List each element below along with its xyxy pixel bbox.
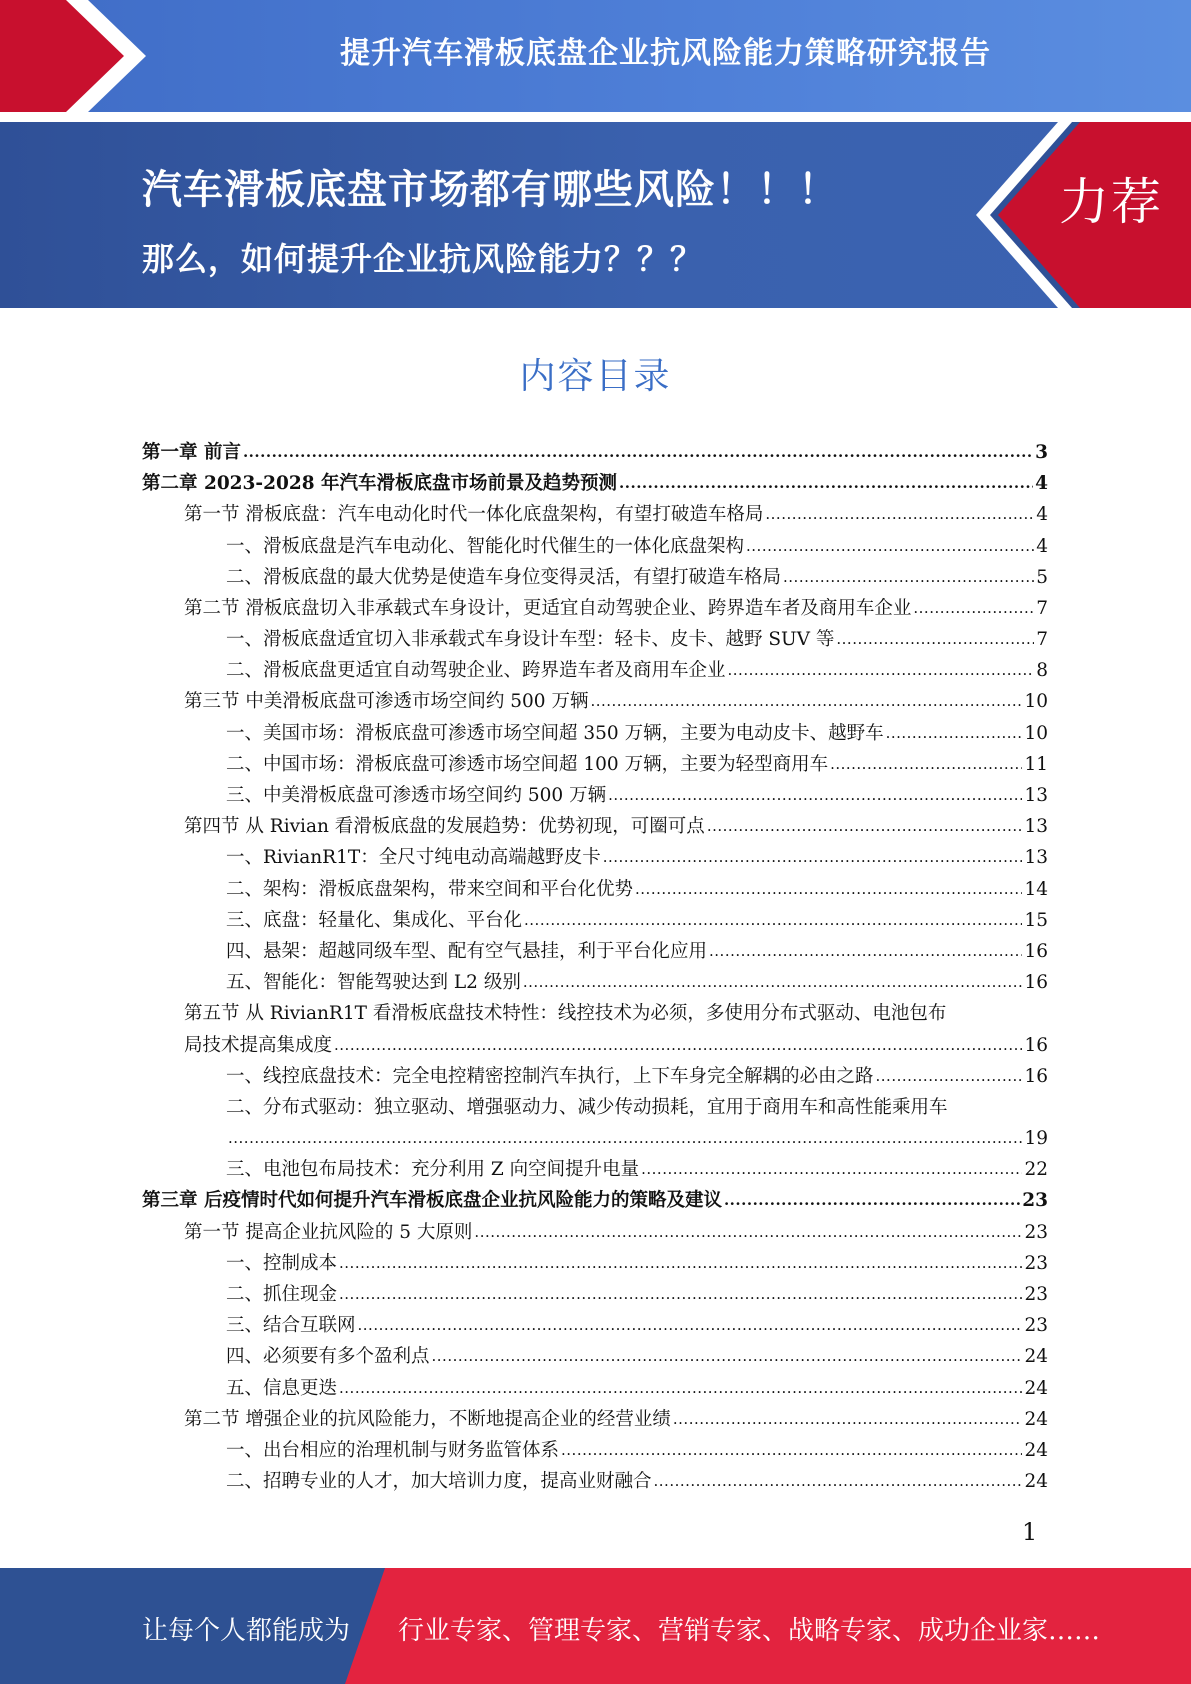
footer-banner: [0, 1568, 1191, 1684]
toc-entry-text: 四、必须要有多个盈利点: [226, 1346, 430, 1368]
toc-entry-text: 第五节 从 RivianR1T 看滑板底盘技术特性：线控技术为必须，多使用分布式驱动、电池包布: [184, 1003, 947, 1025]
toc-entry-text: 五、智能化：智能驾驶达到 L2 级别: [226, 972, 521, 994]
toc-leader-dots: [561, 1435, 1022, 1466]
hero-headline: 汽车滑板底盘市场都有哪些风险！！！: [142, 167, 839, 213]
toc-leader-dots: [783, 562, 1034, 593]
toc-title: 内容目录: [519, 356, 672, 397]
toc-entry-text: 一、出台相应的治理机制与财务监管体系: [226, 1439, 560, 1461]
toc-leader-dots: [765, 499, 1034, 530]
toc-entry-continuation[interactable]: [142, 1030, 1048, 1061]
toc-leader-dots: [339, 1248, 1022, 1279]
toc-entry-text: 三、中美滑板底盘可渗透市场空间约 500 万辆: [226, 785, 607, 807]
toc-leader-dots: [603, 842, 1023, 873]
toc-entry-text: 四、悬架：超越同级车型、配有空气悬挂，利于平台化应用: [226, 940, 708, 962]
toc-leader-dots: [619, 468, 1033, 499]
footer-slogan-left: 让每个人都能成为: [142, 1616, 351, 1646]
top-banner: [0, 0, 1191, 112]
footer-slogan-right: 行业专家、管理专家、营销专家、战略专家、成功企业家……: [398, 1616, 1101, 1646]
toc-leader-dots: [590, 686, 1022, 717]
toc-page-number: 16: [1024, 972, 1048, 994]
toc-page-number: 24: [1024, 1471, 1048, 1493]
red-chevron-decoration: [0, 0, 160, 112]
toc-page-number: 24: [1024, 1439, 1048, 1461]
toc-entry-text: 第三节 中美滑板底盘可渗透市场空间约 500 万辆: [184, 691, 589, 713]
toc-entry[interactable]: [142, 1154, 1048, 1185]
toc-entry[interactable]: [142, 687, 1048, 718]
toc-page-number: 7: [1036, 597, 1048, 619]
toc-page-number: 7: [1036, 629, 1048, 651]
toc-entry-text: 第二章 2023-2028 年汽车滑板底盘市场前景及趋势预测: [142, 473, 618, 495]
toc-entry-text: 二、中国市场：滑板底盘可渗透市场空间超 100 万辆，主要为轻型商用车: [226, 753, 829, 775]
toc-entry-text: 一、线控底盘技术：完全电控精密控制汽车执行，上下车身完全解耦的必由之路: [226, 1065, 874, 1087]
toc-entry[interactable]: [142, 499, 1048, 530]
toc-page-number: 23: [1024, 1315, 1048, 1337]
toc-entry-continuation[interactable]: [142, 1123, 1048, 1154]
toc-entry-text: 一、RivianR1T：全尺寸纯电动高端越野皮卡: [226, 847, 601, 869]
toc-leader-dots: [709, 936, 1022, 967]
toc-entry[interactable]: [142, 1435, 1048, 1466]
toc-entry-text: 二、招聘专业的人才，加大培训力度，提高业财融合: [226, 1471, 652, 1493]
toc-entry[interactable]: [142, 842, 1048, 873]
report-title: 提升汽车滑板底盘企业抗风险能力策略研究报告: [340, 36, 991, 71]
toc-entry[interactable]: [142, 749, 1048, 780]
toc-entry[interactable]: [142, 905, 1048, 936]
toc-leader-dots: [358, 1310, 1023, 1341]
toc-entry[interactable]: [142, 1217, 1048, 1248]
toc-entry-text-continued: 局技术提高集成度: [184, 1034, 333, 1056]
toc-page-number: 13: [1024, 816, 1048, 838]
toc-entry-text: 三、底盘：轻量化、集成化、平台化: [226, 909, 523, 931]
toc-page-number: 23: [1024, 1221, 1048, 1243]
toc-leader-dots: [746, 531, 1034, 562]
toc-page-number: 11: [1024, 753, 1048, 775]
toc-leader-dots: [641, 1154, 1022, 1185]
toc-page-number: 8: [1036, 660, 1048, 682]
toc-leader-dots: [913, 593, 1034, 624]
toc-page-number: 3: [1035, 441, 1048, 463]
toc-page-number: 22: [1024, 1159, 1048, 1181]
toc-leader-dots: [673, 1404, 1023, 1435]
toc-entry[interactable]: [142, 1061, 1048, 1092]
toc-page-number: 4: [1035, 473, 1048, 495]
toc-leader-dots: [724, 1185, 1020, 1216]
toc-page-number: 23: [1022, 1190, 1048, 1212]
toc-entry[interactable]: [142, 811, 1048, 842]
divider: [0, 112, 1191, 122]
toc-leader-dots: [635, 874, 1022, 905]
toc-entry[interactable]: [142, 874, 1048, 905]
toc-page-number: 4: [1036, 504, 1048, 526]
toc-page-number: 24: [1024, 1377, 1048, 1399]
toc-entry-text: 第三章 后疫情时代如何提升汽车滑板底盘企业抗风险能力的策略及建议: [142, 1190, 722, 1212]
toc-leader-dots: [876, 1061, 1023, 1092]
toc-page-number: 16: [1024, 1034, 1048, 1056]
toc-entry-text: 一、滑板底盘是汽车电动化、智能化时代催生的一体化底盘架构: [226, 535, 745, 557]
toc-entry-text: 第一章 前言: [142, 441, 241, 463]
page-number: 1: [1022, 1518, 1038, 1546]
toc-entry[interactable]: [142, 655, 1048, 686]
table-of-contents: [142, 437, 1048, 1497]
toc-entry[interactable]: [142, 1186, 1048, 1217]
toc-entry-text: 第一节 滑板底盘：汽车电动化时代一体化底盘架构，有望打破造车格局: [184, 504, 764, 526]
toc-page-number: 23: [1024, 1252, 1048, 1274]
toc-entry[interactable]: [142, 1341, 1048, 1372]
toc-page-number: 13: [1024, 785, 1048, 807]
toc-leader-dots: [432, 1341, 1023, 1372]
toc-page-number: 4: [1036, 535, 1048, 557]
toc-leader-dots: [886, 718, 1023, 749]
toc-entry-text: 一、控制成本: [226, 1252, 338, 1274]
toc-leader-dots: [523, 967, 1023, 998]
toc-entry-text: 五、信息更迭: [226, 1377, 338, 1399]
toc-entry-text: 二、抓住现金: [226, 1284, 338, 1306]
toc-page-number: 19: [1024, 1128, 1048, 1150]
toc-page-number: 23: [1024, 1284, 1048, 1306]
toc-page-number: 10: [1024, 691, 1048, 713]
toc-entry[interactable]: [142, 1279, 1048, 1310]
toc-entry[interactable]: [142, 998, 1048, 1029]
toc-entry-text: 一、滑板底盘适宜切入非承载式车身设计车型：轻卡、皮卡、越野 SUV 等: [226, 629, 835, 651]
toc-entry[interactable]: [142, 1373, 1048, 1404]
toc-leader-dots: [339, 1373, 1022, 1404]
toc-page-number: 13: [1024, 847, 1048, 869]
hero-banner: [0, 122, 1191, 308]
toc-page-number: 10: [1024, 722, 1048, 744]
toc-entry-text: 第二节 滑板底盘切入非承载式车身设计，更适宜自动驾驶企业、跨界造车者及商用车企业: [184, 597, 912, 619]
toc-leader-dots: [728, 655, 1035, 686]
toc-leader-dots: [654, 1466, 1023, 1497]
toc-leader-dots: [243, 437, 1033, 468]
toc-entry-text: 三、结合互联网: [226, 1315, 356, 1337]
toc-leader-dots: [474, 1217, 1022, 1248]
toc-entry[interactable]: [142, 718, 1048, 749]
toc-page-number: 14: [1024, 878, 1048, 900]
toc-entry[interactable]: [142, 562, 1048, 593]
toc-entry[interactable]: [142, 967, 1048, 998]
toc-entry-text: 二、架构：滑板底盘架构，带来空间和平台化优势: [226, 878, 634, 900]
toc-entry-text: 第四节 从 Rivian 看滑板底盘的发展趋势：优势初现，可圈可点: [184, 816, 705, 838]
toc-page-number: 24: [1024, 1346, 1048, 1368]
toc-page-number: 16: [1024, 1065, 1048, 1087]
toc-entry[interactable]: [142, 1310, 1048, 1341]
toc-leader-dots: [836, 624, 1034, 655]
toc-entry[interactable]: [142, 531, 1048, 562]
toc-page-number: 5: [1036, 566, 1048, 588]
toc-leader-dots: [707, 811, 1023, 842]
toc-leader-dots: [334, 1030, 1022, 1061]
recommend-tag: 力荐: [1059, 173, 1163, 231]
toc-entry[interactable]: [142, 1404, 1048, 1435]
toc-entry[interactable]: [142, 624, 1048, 655]
toc-entry[interactable]: [142, 1092, 1048, 1123]
toc-entry-text: 第一节 提高企业抗风险的 5 大原则: [184, 1221, 473, 1243]
toc-leader-dots: [339, 1279, 1022, 1310]
toc-entry-text: 一、美国市场：滑板底盘可渗透市场空间超 350 万辆，主要为电动皮卡、越野车: [226, 722, 884, 744]
toc-entry-text: 三、电池包布局技术：充分利用 Z 向空间提升电量: [226, 1159, 640, 1181]
toc-entry[interactable]: [142, 1248, 1048, 1279]
toc-page-number: 16: [1024, 940, 1048, 962]
toc-leader-dots: [608, 780, 1022, 811]
toc-entry-text: 二、滑板底盘更适宜自动驾驶企业、跨界造车者及商用车企业: [226, 660, 726, 682]
toc-entry[interactable]: [142, 1466, 1048, 1497]
toc-entry[interactable]: [142, 468, 1048, 499]
toc-entry[interactable]: [142, 936, 1048, 967]
toc-leader-dots: [524, 905, 1022, 936]
toc-entry[interactable]: [142, 593, 1048, 624]
toc-entry[interactable]: [142, 437, 1048, 468]
hero-subheadline: 那么，如何提升企业抗风险能力？？？: [142, 240, 704, 278]
toc-entry-text: 二、分布式驱动：独立驱动、增强驱动力、减少传动损耗，宜用于商用车和高性能乘用车: [226, 1096, 948, 1118]
toc-entry-text: 第二节 增强企业的抗风险能力，不断地提高企业的经营业绩: [184, 1408, 671, 1430]
toc-entry-text: 二、滑板底盘的最大优势是使造车身位变得灵活，有望打破造车格局: [226, 566, 782, 588]
toc-page-number: 15: [1024, 909, 1048, 931]
toc-page-number: 24: [1024, 1408, 1048, 1430]
toc-leader-dots: [228, 1123, 1022, 1154]
toc-entry[interactable]: [142, 780, 1048, 811]
toc-leader-dots: [830, 749, 1022, 780]
